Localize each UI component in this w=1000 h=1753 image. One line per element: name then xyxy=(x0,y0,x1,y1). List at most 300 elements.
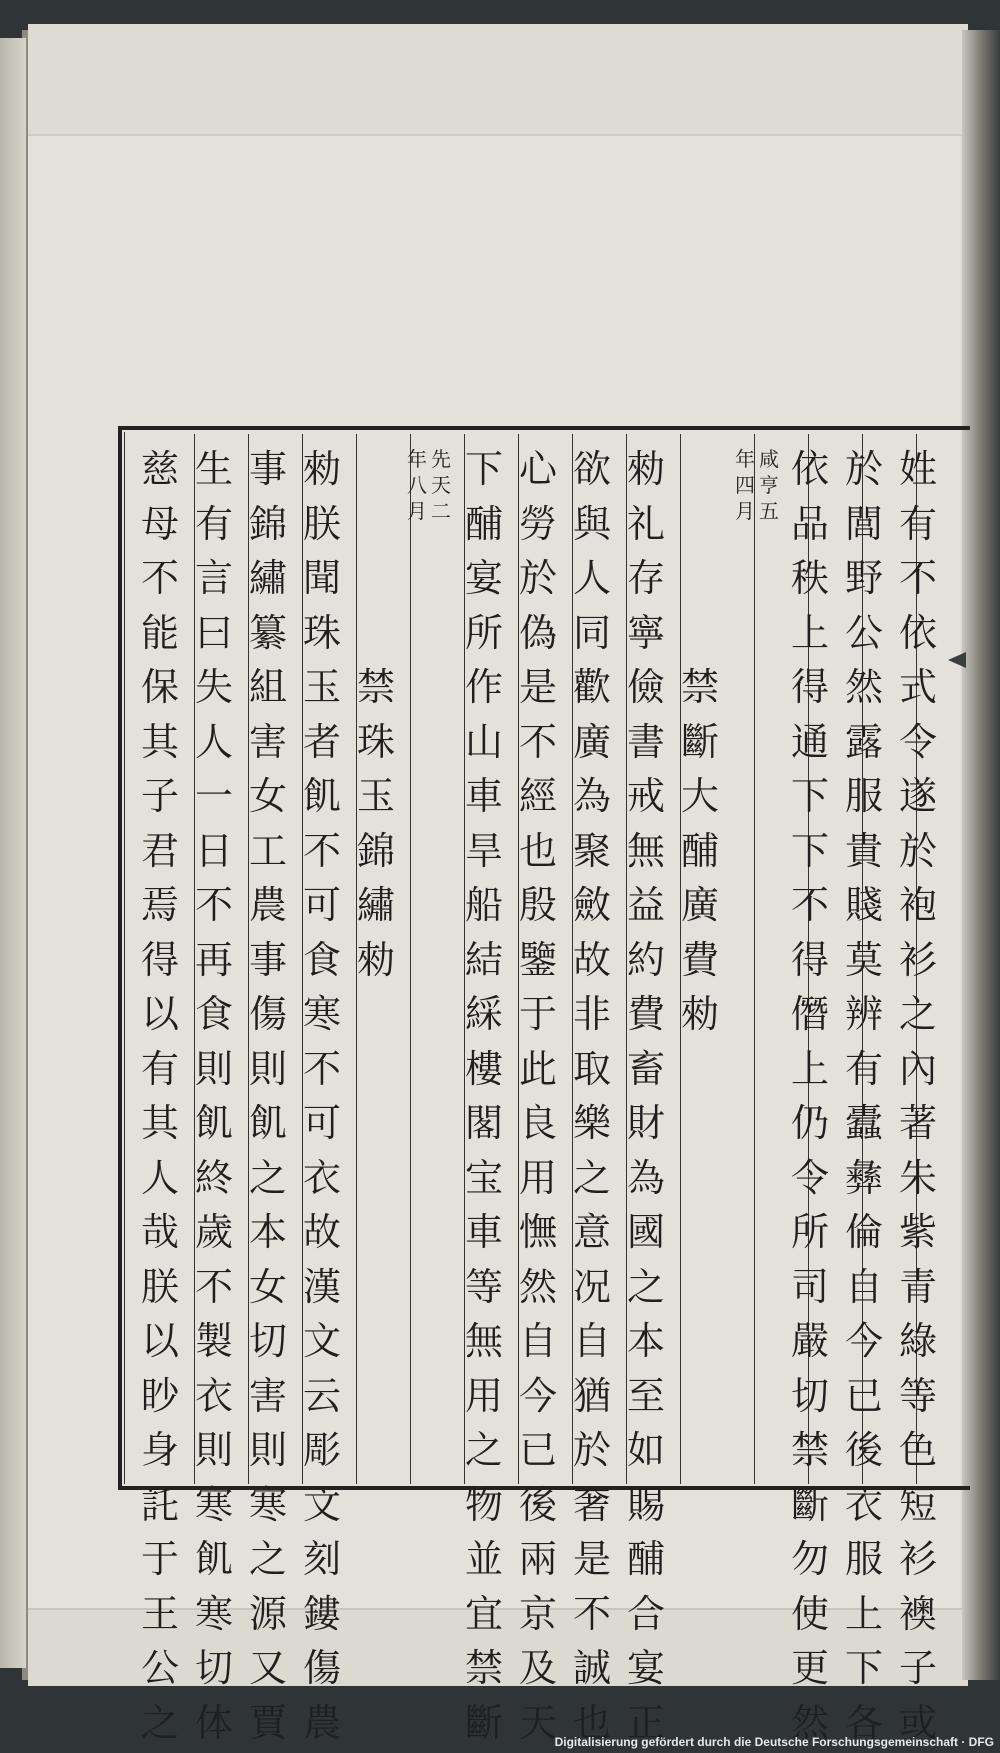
glyph: 食 xyxy=(302,937,341,982)
glyph: 廣 xyxy=(680,883,719,927)
glyph: 之 xyxy=(898,992,937,1036)
glyph: 歲 xyxy=(194,1210,233,1254)
note-glyph: 月 xyxy=(735,499,755,523)
glyph: 於 xyxy=(572,1428,611,1472)
glyph: 衣 xyxy=(302,1155,341,1200)
glyph: 禁 xyxy=(790,1428,829,1472)
text-column xyxy=(673,660,727,1042)
glyph: 費 xyxy=(626,992,665,1036)
glyph: 繡 xyxy=(248,556,287,600)
glyph: 旱 xyxy=(464,828,503,873)
glyph: 同 xyxy=(572,610,611,655)
dfg-credit: Digitalisierung gefördert durch die Deutsche Forschungsgemeinschaft · DFG xyxy=(554,1735,994,1749)
glyph: 故 xyxy=(572,937,611,982)
glyph: 眇 xyxy=(140,1373,179,1418)
glyph: 于 xyxy=(140,1537,179,1581)
glyph: 斷 xyxy=(680,719,719,764)
glyph: 飢 xyxy=(194,1537,233,1581)
glyph: 得 xyxy=(790,665,829,709)
glyph: 上 xyxy=(844,1591,883,1636)
glyph: 姓 xyxy=(898,447,937,491)
glyph: 等 xyxy=(898,1373,937,1418)
glyph: 故 xyxy=(302,1210,341,1254)
glyph: 託 xyxy=(140,1482,179,1527)
glyph: 然 xyxy=(844,665,883,709)
glyph: 之 xyxy=(140,1700,179,1745)
glyph: 也 xyxy=(518,828,557,873)
glyph: 朕 xyxy=(140,1264,179,1309)
glyph: 後 xyxy=(844,1428,883,1472)
text-column xyxy=(619,442,673,1750)
glyph: 玉 xyxy=(356,774,395,818)
glyph: 酺 xyxy=(626,1537,665,1581)
glyph: 有 xyxy=(194,501,233,546)
glyph: 者 xyxy=(302,719,341,764)
glyph: 勞 xyxy=(518,501,557,546)
glyph: 王 xyxy=(140,1591,179,1636)
glyph: 費 xyxy=(680,937,719,982)
left-page xyxy=(0,38,26,1668)
glyph: 本 xyxy=(626,1319,665,1363)
glyph: 畜 xyxy=(626,1046,665,1091)
glyph: 焉 xyxy=(140,883,179,927)
glyph: 源 xyxy=(248,1591,287,1636)
glyph: 衣 xyxy=(194,1373,233,1418)
glyph: 秩 xyxy=(790,556,829,600)
glyph: 君 xyxy=(140,828,179,873)
note-glyph: 天 xyxy=(431,473,451,497)
glyph: 用 xyxy=(518,1155,557,1200)
glyph: 是 xyxy=(518,665,557,709)
note-glyph: 二 xyxy=(431,499,451,523)
glyph: 辨 xyxy=(844,992,883,1036)
glyph: 奢 xyxy=(572,1482,611,1527)
date-note-right xyxy=(758,446,780,524)
glyph: 能 xyxy=(140,610,179,655)
glyph: 紫 xyxy=(898,1210,937,1254)
glyph: 再 xyxy=(194,937,233,982)
glyph: 失 xyxy=(194,665,233,709)
glyph: 猶 xyxy=(572,1373,611,1418)
text-column xyxy=(349,660,403,987)
glyph: 子 xyxy=(140,774,179,818)
glyph: 今 xyxy=(518,1373,557,1418)
glyph: 無 xyxy=(464,1319,503,1363)
glyph: 無 xyxy=(626,828,665,873)
glyph: 更 xyxy=(790,1646,829,1690)
glyph: 令 xyxy=(898,719,937,764)
glyph: 况 xyxy=(572,1264,611,1309)
glyph: 殷 xyxy=(518,883,557,927)
glyph: 以 xyxy=(140,1319,179,1363)
glyph: 則 xyxy=(194,1046,233,1091)
glyph: 哉 xyxy=(140,1210,179,1254)
glyph: 則 xyxy=(248,1046,287,1091)
glyph: 式 xyxy=(898,665,937,709)
glyph: 則 xyxy=(194,1428,233,1472)
glyph: 衣 xyxy=(844,1482,883,1527)
glyph: 上 xyxy=(790,610,829,655)
glyph: 仍 xyxy=(790,1101,829,1145)
glyph: 珠 xyxy=(302,610,341,655)
glyph: 勑 xyxy=(302,447,341,491)
glyph: 非 xyxy=(572,992,611,1036)
glyph: 公 xyxy=(844,610,883,655)
glyph: 切 xyxy=(248,1319,287,1363)
column-rule xyxy=(754,434,755,1484)
glyph: 色 xyxy=(898,1428,937,1472)
note-glyph: 亨 xyxy=(759,473,779,497)
glyph: 使 xyxy=(790,1591,829,1636)
glyph: 母 xyxy=(140,501,179,546)
glyph: 與 xyxy=(572,501,611,546)
glyph: 貴 xyxy=(844,828,883,873)
note-glyph: 年 xyxy=(407,447,427,471)
glyph: 慈 xyxy=(140,447,179,491)
glyph: 可 xyxy=(302,1101,341,1145)
glyph: 一 xyxy=(194,774,233,818)
glyph: 兩 xyxy=(518,1537,557,1581)
glyph: 服 xyxy=(844,774,883,818)
glyph: 露 xyxy=(844,719,883,764)
glyph: 曰 xyxy=(194,610,233,655)
glyph: 取 xyxy=(572,1046,611,1091)
text-column xyxy=(295,442,349,1750)
glyph: 閣 xyxy=(464,1101,503,1145)
glyph: 女 xyxy=(248,1264,287,1309)
glyph: 憮 xyxy=(518,1210,557,1254)
glyph: 下 xyxy=(790,828,829,873)
glyph: 書 xyxy=(626,719,665,764)
glyph: 有 xyxy=(140,1046,179,1091)
glyph: 可 xyxy=(302,883,341,927)
glyph: 勑 xyxy=(356,937,395,982)
glyph: 賤 xyxy=(844,883,883,927)
text-column xyxy=(241,442,295,1750)
glyph: 日 xyxy=(194,828,233,873)
glyph: 綠 xyxy=(898,1319,937,1363)
glyph: 等 xyxy=(464,1264,503,1309)
glyph: 是 xyxy=(572,1537,611,1581)
glyph: 飢 xyxy=(248,1101,287,1145)
glyph: 生 xyxy=(194,447,233,491)
glyph: 玉 xyxy=(302,665,341,709)
glyph: 內 xyxy=(898,1046,937,1091)
glyph: 樂 xyxy=(572,1101,611,1145)
glyph: 之 xyxy=(248,1537,287,1581)
glyph: 不 xyxy=(194,1264,233,1309)
glyph: 其 xyxy=(140,1101,179,1145)
glyph: 後 xyxy=(518,1482,557,1527)
glyph: 錦 xyxy=(356,828,395,873)
glyph: 宴 xyxy=(626,1646,665,1690)
glyph: 不 xyxy=(302,828,341,873)
glyph: 聞 xyxy=(302,556,341,600)
glyph: 車 xyxy=(464,1210,503,1254)
glyph: 下 xyxy=(790,774,829,818)
glyph: 害 xyxy=(248,719,287,764)
glyph: 莫 xyxy=(844,937,883,982)
glyph: 不 xyxy=(194,883,233,927)
glyph: 聚 xyxy=(572,828,611,873)
glyph: 女 xyxy=(248,774,287,818)
glyph: 体 xyxy=(194,1700,233,1745)
glyph: 已 xyxy=(844,1373,883,1418)
glyph: 傷 xyxy=(302,1646,341,1690)
glyph: 不 xyxy=(302,1046,341,1091)
glyph: 不 xyxy=(898,556,937,600)
glyph: 之 xyxy=(626,1264,665,1309)
glyph: 斷 xyxy=(790,1482,829,1527)
glyph: 禁 xyxy=(464,1646,503,1690)
glyph: 品 xyxy=(790,501,829,546)
glyph: 食 xyxy=(194,992,233,1036)
column-rule xyxy=(410,434,411,1484)
glyph: 以 xyxy=(140,992,179,1036)
glyph: 事 xyxy=(248,937,287,982)
glyph: 山 xyxy=(464,719,503,764)
glyph: 則 xyxy=(248,1428,287,1472)
glyph: 飢 xyxy=(194,1101,233,1145)
glyph: 製 xyxy=(194,1319,233,1363)
date-note-left xyxy=(734,446,756,524)
glyph: 經 xyxy=(518,774,557,818)
date-note xyxy=(406,446,452,566)
glyph: 賜 xyxy=(626,1482,665,1527)
glyph: 嚴 xyxy=(790,1319,829,1363)
glyph: 誠 xyxy=(572,1646,611,1690)
glyph: 傷 xyxy=(248,992,287,1036)
glyph: 禁 xyxy=(680,665,719,709)
glyph: 如 xyxy=(626,1428,665,1472)
glyph: 廣 xyxy=(572,719,611,764)
note-glyph: 咸 xyxy=(759,447,779,471)
glyph: 至 xyxy=(626,1373,665,1418)
text-column xyxy=(837,442,891,1750)
glyph: 結 xyxy=(464,937,503,982)
glyph: 農 xyxy=(248,883,287,927)
text-column xyxy=(891,442,945,1750)
glyph: 錦 xyxy=(248,501,287,546)
glyph: 人 xyxy=(194,719,233,764)
glyph: 彫 xyxy=(302,1428,341,1472)
glyph: 為 xyxy=(572,774,611,818)
glyph: 服 xyxy=(844,1537,883,1581)
text-column xyxy=(187,442,241,1750)
glyph: 宴 xyxy=(464,556,503,600)
glyph: 宝 xyxy=(464,1155,503,1200)
glyph: 並 xyxy=(464,1537,503,1581)
glyph: 下 xyxy=(844,1646,883,1690)
glyph: 於 xyxy=(518,556,557,600)
glyph: 害 xyxy=(248,1373,287,1418)
glyph: 子 xyxy=(898,1646,937,1690)
date-note-right xyxy=(430,446,452,524)
glyph: 令 xyxy=(790,1155,829,1200)
glyph: 作 xyxy=(464,665,503,709)
glyph: 言 xyxy=(194,556,233,600)
glyph: 有 xyxy=(844,1046,883,1091)
glyph: 偽 xyxy=(518,610,557,655)
glyph: 良 xyxy=(518,1101,557,1145)
glyph: 儉 xyxy=(626,665,665,709)
glyph: 不 xyxy=(572,1591,611,1636)
glyph: 為 xyxy=(626,1155,665,1200)
glyph: 野 xyxy=(844,556,883,600)
glyph: 或 xyxy=(898,1700,937,1745)
glyph: 之 xyxy=(248,1155,287,1200)
glyph: 農 xyxy=(302,1700,341,1745)
glyph: 鑒 xyxy=(518,937,557,982)
glyph: 珠 xyxy=(356,719,395,764)
glyph: 切 xyxy=(790,1373,829,1418)
glyph: 本 xyxy=(248,1210,287,1254)
glyph: 閭 xyxy=(844,501,883,546)
glyph: 寒 xyxy=(302,992,341,1036)
text-column xyxy=(565,442,619,1750)
glyph: 飢 xyxy=(302,774,341,818)
glyph: 所 xyxy=(790,1210,829,1254)
glyph: 戒 xyxy=(626,774,665,818)
note-glyph: 四 xyxy=(735,473,755,497)
glyph: 所 xyxy=(464,610,503,655)
glyph: 袍 xyxy=(898,883,937,927)
glyph: 文 xyxy=(302,1482,341,1527)
glyph: 其 xyxy=(140,719,179,764)
glyph: 下 xyxy=(464,447,503,491)
date-note xyxy=(734,446,780,566)
glyph: 寧 xyxy=(626,610,665,655)
glyph: 朱 xyxy=(898,1155,937,1200)
glyph: 正 xyxy=(626,1700,665,1745)
glyph: 寒 xyxy=(194,1482,233,1527)
glyph: 財 xyxy=(626,1101,665,1145)
glyph: 身 xyxy=(140,1428,179,1472)
note-glyph: 八 xyxy=(407,473,427,497)
glyph: 不 xyxy=(140,556,179,600)
glyph: 及 xyxy=(518,1646,557,1690)
glyph: 刻 xyxy=(302,1537,341,1581)
glyph: 勑 xyxy=(680,992,719,1036)
glyph: 得 xyxy=(140,937,179,982)
glyph: 國 xyxy=(626,1210,665,1254)
glyph: 短 xyxy=(898,1482,937,1527)
glyph: 上 xyxy=(790,1046,829,1091)
glyph: 於 xyxy=(898,828,937,873)
note-glyph: 年 xyxy=(735,447,755,471)
glyph: 物 xyxy=(464,1482,503,1527)
glyph: 船 xyxy=(464,883,503,927)
glyph: 保 xyxy=(140,665,179,709)
glyph: 倫 xyxy=(844,1210,883,1254)
glyph: 不 xyxy=(790,883,829,927)
glyph: 各 xyxy=(844,1700,883,1745)
glyph: 之 xyxy=(572,1155,611,1200)
glyph: 公 xyxy=(140,1646,179,1690)
glyph: 終 xyxy=(194,1155,233,1200)
glyph: 於 xyxy=(844,447,883,491)
glyph: 人 xyxy=(140,1155,179,1200)
glyph: 約 xyxy=(626,937,665,982)
glyph: 纂 xyxy=(248,610,287,655)
glyph: 勑 xyxy=(626,447,665,491)
glyph: 蠹 xyxy=(844,1101,883,1145)
glyph: 于 xyxy=(518,992,557,1036)
glyph: 車 xyxy=(464,774,503,818)
page-top-margin xyxy=(28,24,968,136)
glyph: 天 xyxy=(518,1700,557,1745)
glyph: 依 xyxy=(898,610,937,655)
glyph: 人 xyxy=(572,556,611,600)
glyph: 也 xyxy=(572,1700,611,1745)
glyph: 不 xyxy=(518,719,557,764)
text-column xyxy=(783,442,837,1750)
glyph: 著 xyxy=(898,1101,937,1145)
glyph: 歡 xyxy=(572,665,611,709)
note-glyph: 先 xyxy=(431,447,451,471)
glyph: 鏤 xyxy=(302,1591,341,1636)
glyph: 斂 xyxy=(572,883,611,927)
glyph: 漢 xyxy=(302,1264,341,1309)
glyph: 司 xyxy=(790,1264,829,1309)
glyph: 朕 xyxy=(302,501,341,546)
glyph: 寒 xyxy=(194,1591,233,1636)
date-note-left xyxy=(406,446,428,524)
glyph: 京 xyxy=(518,1591,557,1636)
glyph: 通 xyxy=(790,719,829,764)
glyph: 組 xyxy=(248,665,287,709)
glyph: 欲 xyxy=(572,447,611,491)
glyph: 彝 xyxy=(844,1155,883,1200)
glyph: 此 xyxy=(518,1046,557,1091)
glyph: 存 xyxy=(626,556,665,600)
glyph: 已 xyxy=(518,1428,557,1472)
glyph: 用 xyxy=(464,1373,503,1418)
glyph: 酺 xyxy=(464,501,503,546)
glyph: 遂 xyxy=(898,774,937,818)
glyph: 合 xyxy=(626,1591,665,1636)
glyph: 宜 xyxy=(464,1591,503,1636)
glyph: 賈 xyxy=(248,1700,287,1745)
glyph: 工 xyxy=(248,828,287,873)
glyph: 衫 xyxy=(898,1537,937,1581)
glyph: 勿 xyxy=(790,1537,829,1581)
glyph: 今 xyxy=(844,1319,883,1363)
glyph: 又 xyxy=(248,1646,287,1690)
glyph: 自 xyxy=(844,1264,883,1309)
glyph: 自 xyxy=(572,1319,611,1363)
glyph: 僭 xyxy=(790,992,829,1036)
glyph: 云 xyxy=(302,1373,341,1418)
glyph: 之 xyxy=(464,1428,503,1472)
glyph: 依 xyxy=(790,447,829,491)
glyph: 酺 xyxy=(680,828,719,873)
glyph: 衫 xyxy=(898,937,937,982)
glyph: 得 xyxy=(790,937,829,982)
text-column xyxy=(511,442,565,1750)
glyph: 斷 xyxy=(464,1700,503,1745)
glyph: 心 xyxy=(518,447,557,491)
glyph: 青 xyxy=(898,1264,937,1309)
glyph: 繡 xyxy=(356,883,395,927)
glyph: 切 xyxy=(194,1646,233,1690)
glyph: 然 xyxy=(790,1700,829,1745)
glyph: 寒 xyxy=(248,1482,287,1527)
glyph: 事 xyxy=(248,447,287,491)
glyph: 礼 xyxy=(626,501,665,546)
text-column xyxy=(457,442,511,1750)
note-glyph: 五 xyxy=(759,499,779,523)
